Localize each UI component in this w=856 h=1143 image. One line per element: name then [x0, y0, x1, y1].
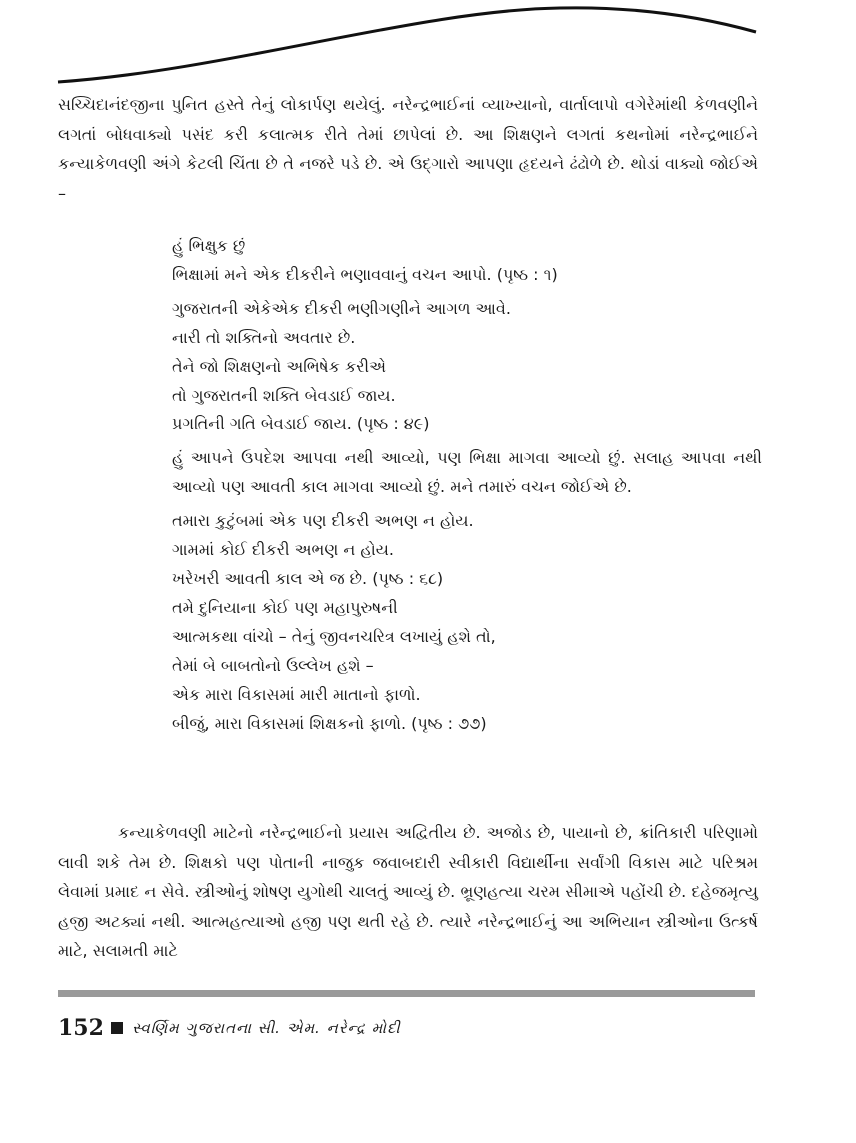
- quote-line: ખરેખરી આવતી કાલ એ જ છે. (પૃષ્ઠ : ૬૮): [172, 568, 444, 588]
- intro-paragraph: સચ્ચિદાનંદજીના પુનિત હસ્તે તેનું લોકાર્પણ થયેલું. નરેન્દ્રભાઈનાં વ્યાખ્યાનો, વાર્તાલાપો વગેરેમાંથી કેળવણીને લગતાં બોધવાક્યો પસંદ કરી કલાત્મક રીતે તેમાં છાપેલાં છે. આ શિક્ષણને લગતાં કથનોમાં નરેન્દ્રભાઈને કન્યાકેળવણી અંગે કેટલી ચિંતા છે તે નજરે પડે છે. એ ઉદ્‌ગારો આપણા હૃદયને ઢંઢોળે છે. થોડાં વાક્યો જોઈએ –: [58, 95, 758, 203]
- quote-line: પ્રગતિની ગતિ બેવડાઈ જાય. (પૃષ્ઠ : ૪૯): [172, 414, 430, 434]
- quote-line: તો ગુજરાતની શક્તિ બેવડાઈ જાય.: [172, 385, 396, 405]
- quote-line: ભિક્ષામાં મને એક દીકરીને ભણાવવાનું વચન આપો. (પૃષ્ઠ : ૧): [172, 264, 558, 284]
- quote-line: તમારા કુટુંબમાં એક પણ દીકરી અભણ ન હોય.: [172, 511, 474, 531]
- quotations-block: [172, 232, 762, 738]
- square-bullet-icon: [111, 1022, 123, 1034]
- quote-line: ગામમાં કોઈ દીકરી અભણ ન હોય.: [172, 540, 394, 560]
- quote-line: તેમાં બે બાબતોનો ઉલ્લેખ હશે –: [172, 655, 374, 675]
- quote-line: હું ભિક્ષુક છું: [172, 236, 246, 255]
- quote-line: એક મારા વિકાસમાં મારી માતાનો ફાળો.: [172, 684, 421, 704]
- footer-rule: [58, 990, 755, 997]
- header-wave-decoration: [0, 0, 856, 100]
- page-footer: [58, 1010, 401, 1046]
- quote-line: નારી તો શક્તિનો અવતાર છે.: [172, 327, 356, 347]
- quote-line: ગુજરાતની એકેએક દીકરી ભણીગણીને આગળ આવે.: [172, 298, 511, 318]
- page-number: 152: [58, 1015, 104, 1041]
- book-title: સ્વર્ણિમ ગુજરાતના સી. એમ. નરેન્દ્ર મોદી: [131, 1019, 401, 1037]
- closing-paragraph: કન્યાકેળવણી માટેનો નરેન્દ્રભાઈનો પ્રયાસ અદ્વિતીય છે. અજોડ છે, પાયાનો છે, ક્રાંતિકારી પરિણામો લાવી શકે તેમ છે. શિક્ષકો પણ પોતાની નાજુક જવાબદારી સ્વીકારી વિદ્યાર્થીના સર્વાંગી વિકાસ માટે પરિશ્રમ લેવામાં પ્રમાદ ન સેવે. સ્ત્રીઓનું શોષણ યુગોથી ચાલતું આવ્યું છે. ભ્રૂણહત્યા ચરમ સીમાએ પહોંચી છે. દહેજમૃત્યુ હજી અટક્યાં નથી. આત્મહત્યાઓ હજી પણ થતી રહે છે. ત્યારે નરેન્દ્રભાઈનું આ અભિયાન સ્ત્રીઓના ઉત્કર્ષ માટે, સલામતી માટે: [58, 823, 758, 960]
- quote-paragraph: હું આપને ઉપદેશ આપવા નથી આવ્યો, પણ ભિક્ષા માગવા આવ્યો છું. સલાહ આપવા નથી આવ્યો પણ આવતી કાલ માગવા આવ્યો છું. મને તમારું વચન જોઈએ છે.: [172, 448, 762, 497]
- quote-line: આત્મકથા વાંચો – તેનું જીવનચરિત્ર લખાયું હશે તો,: [172, 626, 496, 646]
- quote-line: તેને જો શિક્ષણનો અભિષેક કરીએ: [172, 356, 387, 376]
- quote-line: તમે દુનિયાના કોઈ પણ મહાપુરુષની: [172, 597, 398, 617]
- quote-line: બીજું, મારા વિકાસમાં શિક્ષકનો ફાળો. (પૃષ્ઠ : ૭૭): [172, 713, 487, 733]
